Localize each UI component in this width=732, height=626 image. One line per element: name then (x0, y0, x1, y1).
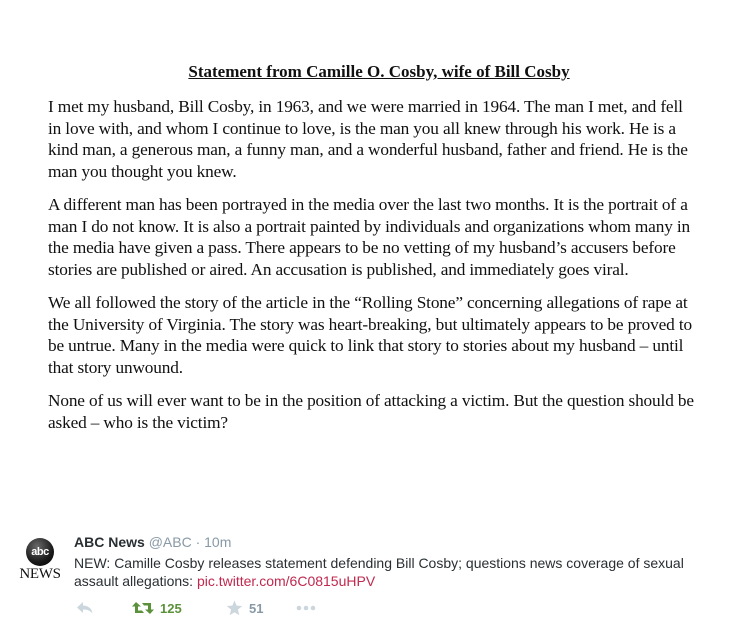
more-dots-icon (296, 605, 316, 611)
statement-paragraph-3: We all followed the story of the article in the “Rolling Stone” concerning allegations of rape at the University of Virginia. The story was heart-breaking, but ultimately appears to be proved to be untrue. Many in the media were quick to link that story to stories about my husband – until that story unwound. (48, 293, 692, 377)
tweet-timestamp[interactable]: 10m (204, 534, 232, 550)
favorite-button[interactable] (226, 600, 296, 616)
author-handle[interactable]: @ABC (148, 534, 192, 550)
avatar-news-word: NEWS (19, 566, 61, 582)
statement-paragraph-1: I met my husband, Bill Cosby, in 1963, and we were married in 1964. The man I met, and fell in love with, and whom I continue to love, is the man you all knew through his work. He is a kind man, a generous man, a funny man, and a wonderful husband, father and friend. He is the man you thought you knew. (48, 97, 688, 181)
tweet-media-link[interactable]: pic.twitter.com/6C0815uHPV (196, 573, 376, 589)
more-button[interactable] (296, 605, 316, 611)
tweet-text (74, 554, 714, 590)
reply-icon (76, 601, 94, 615)
reply-button[interactable] (76, 601, 132, 615)
abc-logo-icon: abc (26, 538, 54, 566)
tweet-header (74, 534, 231, 550)
tweet-actions (76, 598, 316, 618)
favorite-count: 51 (249, 600, 264, 616)
statement-document (48, 62, 698, 445)
retweet-count: 125 (160, 600, 182, 616)
statement-paragraph-2: A different man has been portrayed in the media over the last two months. It is the portrait of a man I do not know. It is also a portrait painted by individuals and organizations whom many in the media have given a pass. There appears to be no vetting of my husband’s accusers before stories are published or aired. An accusation is published, and immediately goes viral. (48, 195, 690, 279)
author-name[interactable]: ABC News (74, 534, 145, 550)
retweet-icon (132, 601, 154, 615)
statement-title: Statement from Camille O. Cosby, wife of Bill Cosby (188, 62, 570, 81)
tweet-body: NEW: Camille Cosby releases statement defending Bill Cosby; questions news coverage of sexual assault allegations: (74, 555, 684, 589)
star-icon (226, 600, 243, 616)
header-separator: · (195, 534, 201, 550)
retweet-button[interactable] (132, 601, 226, 616)
avatar[interactable] (16, 538, 64, 586)
tweet (0, 530, 732, 626)
statement-paragraph-4: None of us will ever want to be in the position of attacking a victim. But the question should be asked – who is the victim? (48, 391, 694, 432)
